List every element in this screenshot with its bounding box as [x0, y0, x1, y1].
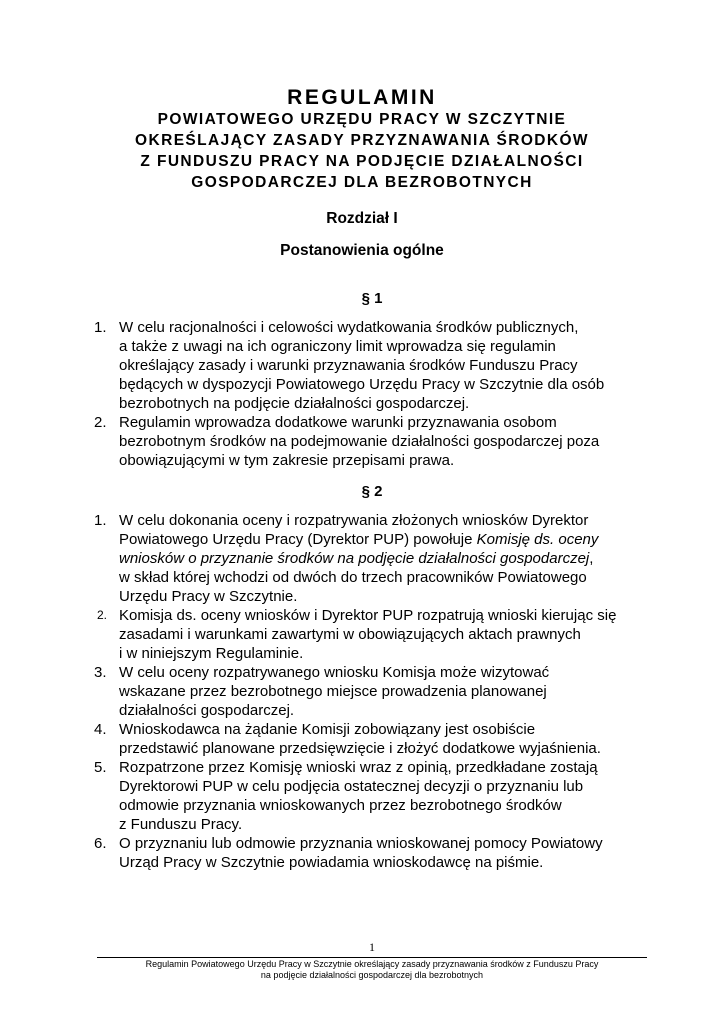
subtitle-line: OKREŚLAJĄCY ZASADY PRZYZNAWANIA ŚRODKÓW — [135, 132, 589, 149]
section-heading: § 1 — [361, 290, 383, 307]
item-line: a także z uwagi na ich ograniczony limit wprowadza się regulamin — [119, 338, 556, 355]
document-subtitle — [0, 109, 724, 193]
list-item — [94, 758, 654, 834]
item-line: określający zasady i warunki przyznawania środków Funduszu Pracy — [119, 357, 578, 374]
footer-line: Regulamin Powiatowego Urzędu Pracy w Szczytnie określający zasady przyznawania środków z Funduszu Pracy — [145, 959, 599, 969]
item-line: Regulamin wprowadza dodatkowe warunki przyznawania osobom — [119, 414, 557, 431]
item-line: będących w dyspozycji Powiatowego Urzędu Pracy w Szczytnie dla osób — [119, 376, 605, 393]
committee-name-italic: Komisję ds. oceny — [476, 531, 599, 548]
subtitle-line: GOSPODARCZEJ DLA BEZROBOTNYCH — [191, 174, 533, 191]
subtitle-line: POWIATOWEGO URZĘDU PRACY W SZCZYTNIE — [157, 111, 567, 128]
item-line: W celu dokonania oceny i rozpatrywania złożonych wniosków Dyrektor — [119, 512, 589, 529]
section-heading: § 2 — [361, 483, 383, 500]
list-item — [94, 318, 654, 413]
list-item — [94, 663, 654, 720]
item-line: wskazane przez bezrobotnego miejsce prowadzenia planowanej — [119, 683, 547, 700]
subtitle-line: Z FUNDUSZU PRACY NA PODJĘCIE DZIAŁALNOŚCI — [140, 153, 584, 170]
item-line: działalności gospodarczej. — [119, 702, 295, 719]
item-number: 2. — [97, 608, 108, 622]
item-number: 1. — [94, 512, 107, 529]
footer-divider — [97, 957, 647, 958]
item-number: 4. — [94, 721, 107, 738]
item-line: i w niniejszym Regulaminie. — [119, 645, 304, 662]
chapter-name: Postanowienia ogólne — [280, 242, 444, 259]
item-line — [119, 549, 654, 568]
list-item — [94, 413, 654, 470]
item-line: O przyznaniu lub odmowie przyznania wnioskowanej pomocy Powiatowy — [119, 835, 603, 852]
item-line: bezrobotnym środków na podejmowanie działalności gospodarczej poza — [119, 433, 600, 450]
item-line: Urząd Pracy w Szczytnie powiadamia wnioskodawcę na piśmie. — [119, 854, 544, 871]
item-line — [119, 530, 654, 549]
item-number: 2. — [94, 414, 107, 431]
item-line: zasadami i warunkami zawartymi w obowiązujących aktach prawnych — [119, 626, 581, 643]
item-line: Komisja ds. oceny wniosków i Dyrektor PUP rozpatrują wnioski kierując się — [119, 607, 617, 624]
item-line: przedstawić planowane przedsięwzięcie i złożyć dodatkowe wyjaśnienia. — [119, 740, 601, 757]
list-item — [94, 606, 654, 663]
document-title: REGULAMIN — [287, 86, 437, 109]
item-number: 3. — [94, 664, 107, 681]
item-line: w skład której wchodzi od dwóch do trzech pracowników Powiatowego — [119, 569, 587, 586]
item-number: 5. — [94, 759, 107, 776]
item-line: obowiązującymi w tym zakresie przepisami prawa. — [119, 452, 455, 469]
list-item — [94, 511, 654, 606]
item-line: Wnioskodawca na żądanie Komisji zobowiązany jest osobiście — [119, 721, 536, 738]
item-number: 6. — [94, 835, 107, 852]
chapter-heading: Rozdział I — [326, 210, 398, 227]
section-2-list — [94, 511, 654, 872]
list-item — [94, 720, 654, 758]
item-line-punct: , — [589, 550, 594, 567]
item-line: bezrobotnych na podjęcie działalności gospodarczej. — [119, 395, 470, 412]
footer-line: na podjęcie działalności gospodarczej dla bezrobotnych — [260, 970, 484, 980]
item-number: 1. — [94, 319, 107, 336]
item-line: W celu racjonalności i celowości wydatkowania środków publicznych, — [119, 319, 579, 336]
item-line: z Funduszu Pracy. — [119, 816, 243, 833]
section-1-list — [94, 318, 654, 470]
list-item — [94, 834, 654, 872]
item-line: Rozpatrzone przez Komisję wnioski wraz z opinią, przedkładane zostają — [119, 759, 598, 776]
item-line-text: Powiatowego Urzędu Pracy (Dyrektor PUP) powołuje — [119, 531, 473, 548]
item-line: Urzędu Pracy w Szczytnie. — [119, 588, 298, 605]
committee-name-italic: wniosków o przyznanie środków na podjęcie działalności gospodarczej — [119, 550, 590, 567]
item-line: odmowie przyznania wnioskowanych przez bezrobotnego środków — [119, 797, 562, 814]
page-number: 1 — [369, 940, 375, 954]
item-line: Dyrektorowi PUP w celu podjęcia ostatecznej decyzji o przyznaniu lub — [119, 778, 584, 795]
page-footer — [0, 959, 724, 981]
item-line: W celu oceny rozpatrywanego wniosku Komisja może wizytować — [119, 664, 550, 681]
